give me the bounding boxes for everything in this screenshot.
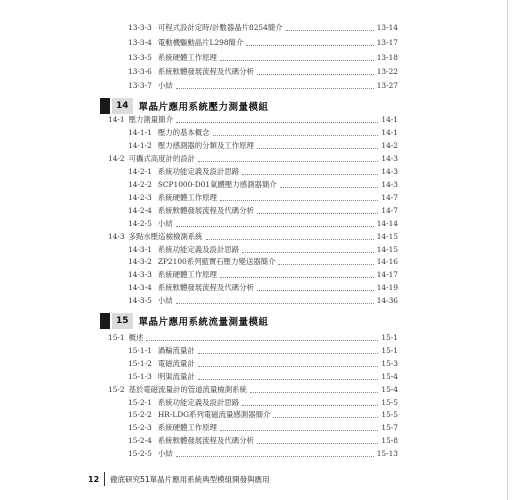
toc-entry[interactable] [128, 371, 398, 383]
chapter-marker [100, 313, 110, 329]
toc-entry[interactable] [128, 140, 398, 152]
entry-title: 壓力測量簡介 [128, 115, 173, 124]
entry-title: 系統硬體工作原理 [157, 53, 217, 62]
entry-number: 14-2-4 [128, 205, 152, 215]
toc-entry[interactable] [128, 397, 398, 409]
dot-leader [176, 302, 374, 304]
entry-number: 15-1-1 [128, 345, 152, 355]
toc-entry[interactable] [128, 205, 398, 217]
entry-title: 系統功能定義及設計思路 [157, 244, 240, 254]
entry-title: 概述 [128, 333, 144, 342]
toc-section-entry[interactable] [108, 114, 398, 126]
entry-title: HR-LDG系列電磁流量感測器簡介 [157, 410, 271, 420]
entry-page: 15-3 [381, 358, 398, 368]
dot-leader [176, 455, 374, 457]
toc-section-entry[interactable] [108, 231, 398, 243]
chapter-number: 15 [112, 313, 133, 329]
entry-page: 15-5 [381, 410, 398, 420]
toc-entry[interactable] [128, 295, 398, 307]
toc-entry[interactable] [128, 282, 398, 294]
entry-page: 15-1 [381, 345, 398, 355]
entry-title: 電磁流量計 [157, 358, 195, 368]
dot-leader [250, 391, 379, 393]
toc-entry[interactable] [128, 358, 398, 370]
dot-leader [273, 416, 378, 418]
toc-entry[interactable] [128, 422, 398, 434]
dot-leader [257, 212, 378, 214]
toc-entry[interactable] [128, 66, 398, 78]
entry-title: 系統軟體發展流程及代碼分析 [157, 67, 254, 76]
toc-entry[interactable] [128, 244, 398, 256]
entry-page: 14-7 [381, 205, 398, 215]
dot-leader [246, 44, 373, 46]
entry-number: 14-3-5 [128, 296, 152, 306]
dot-leader [242, 173, 378, 175]
entry-number: 14-2-5 [128, 218, 152, 228]
entry-page: 15-13 [376, 449, 398, 459]
entry-number: 14-2-3 [128, 192, 152, 202]
toc-entry[interactable] [128, 409, 398, 421]
entry-title: 系統功能定義及設計思路 [157, 397, 240, 407]
entry-title: 渦輪流量計 [157, 345, 195, 355]
entry-number: 13-3-5 [128, 53, 152, 62]
dot-leader [220, 59, 374, 61]
entry-number: 14-1 [108, 115, 125, 124]
dot-leader [220, 276, 374, 278]
entry-number: 14-3-1 [128, 244, 152, 254]
entry-title: SCP1000-D01氣體壓力感測器簡介 [157, 179, 277, 189]
entry-page: 15-5 [381, 397, 398, 407]
entry-page: 13-18 [376, 53, 398, 62]
entry-number: 15-1 [108, 333, 125, 342]
entry-page: 14-15 [376, 231, 398, 241]
toc-entry[interactable] [128, 256, 398, 268]
chapter-heading-15[interactable] [100, 313, 269, 329]
toc-entry[interactable] [128, 22, 398, 34]
toc-entry[interactable] [128, 166, 398, 178]
chapter-number: 14 [112, 98, 133, 114]
entry-number: 14-3-3 [128, 270, 152, 280]
toc-entry[interactable] [128, 37, 398, 49]
toc-entry[interactable] [128, 448, 398, 460]
dot-leader [213, 134, 379, 136]
dot-leader [278, 263, 373, 265]
entry-title: 系統硬體工作原理 [157, 423, 217, 433]
entry-number: 14-2-1 [128, 166, 152, 176]
chapter-title: 單晶片應用系統流量測量模組 [138, 317, 269, 328]
entry-number: 15-2-2 [128, 410, 152, 420]
dot-leader [176, 121, 378, 123]
entry-title: 壓力感測器的分類及工作原理 [157, 140, 254, 150]
dot-leader [146, 339, 378, 341]
entry-page: 13-27 [376, 81, 398, 90]
toc-entry[interactable] [128, 435, 398, 447]
entry-title: 小結 [157, 81, 173, 90]
entry-page: 14-1 [381, 115, 398, 124]
entry-title: 系統功能定義及設計思路 [157, 166, 240, 176]
entry-number: 14-3-4 [128, 283, 152, 293]
toc-section-entry[interactable] [108, 153, 398, 165]
entry-page: 14-3 [381, 166, 398, 176]
dot-leader [257, 147, 378, 149]
entry-page: 14-14 [376, 218, 398, 228]
entry-page: 14-17 [376, 270, 398, 280]
entry-page: 13-22 [376, 67, 398, 76]
entry-number: 14-2-2 [128, 179, 152, 189]
page-edge [507, 0, 508, 500]
entry-number: 15-2-1 [128, 397, 152, 407]
chapter-title: 單晶片應用系統壓力測量模組 [138, 102, 269, 113]
toc-section-entry[interactable] [108, 332, 398, 344]
dot-leader [176, 225, 374, 227]
dot-leader [206, 238, 374, 240]
entry-title: 多點水壓巡檢檢測系統 [128, 231, 203, 241]
entry-page: 15-1 [381, 333, 398, 342]
dot-leader [198, 378, 379, 380]
entry-page: 14-3 [381, 179, 398, 189]
dot-leader [198, 352, 379, 354]
entry-number: 15-2 [108, 384, 125, 394]
entry-title: 小結 [157, 218, 173, 228]
dot-leader [220, 199, 378, 201]
dot-leader [257, 289, 374, 291]
entry-number: 15-1-2 [128, 358, 152, 368]
entry-number: 15-1-3 [128, 371, 152, 381]
entry-number: 13-3-4 [128, 38, 152, 47]
dot-leader [198, 365, 379, 367]
entry-page: 14-2 [381, 140, 398, 150]
toc-entry[interactable] [128, 345, 398, 357]
entry-page: 14-1 [381, 127, 398, 137]
entry-number: 14-3 [108, 231, 125, 241]
entry-title: 系統硬體工作原理 [157, 192, 217, 202]
entry-title: ZP2100系列藍寶石壓力變送器簡介 [157, 257, 276, 267]
entry-title: 小結 [157, 449, 173, 459]
entry-title: 基於電磁流量計的管道流量檢測系統 [128, 384, 247, 394]
page-number: 12 [88, 474, 100, 484]
toc-entry[interactable] [128, 52, 398, 64]
dot-leader [242, 404, 378, 406]
entry-number: 14-1-1 [128, 127, 152, 137]
entry-number: 14-2 [108, 153, 125, 163]
dot-leader [176, 87, 374, 89]
entry-page: 15-4 [381, 371, 398, 381]
toc-entry[interactable] [128, 127, 398, 139]
entry-number: 14-1-2 [128, 140, 152, 150]
entry-title: 可程式設計定時/計數器晶片8254簡介 [157, 23, 283, 32]
entry-page: 14-19 [376, 283, 398, 293]
entry-page: 14-36 [376, 296, 398, 306]
dot-leader [280, 186, 379, 188]
entry-page: 15-4 [381, 384, 398, 394]
dot-leader [242, 251, 374, 253]
entry-number: 15-2-3 [128, 423, 152, 433]
entry-page: 14-15 [376, 244, 398, 254]
entry-title: 系統軟體發展流程及代碼分析 [157, 205, 254, 215]
entry-page: 13-17 [376, 38, 398, 47]
entry-number: 13-3-3 [128, 23, 152, 32]
toc-entry[interactable] [128, 179, 398, 191]
toc-entry[interactable] [128, 80, 398, 92]
dot-leader [286, 29, 374, 31]
dot-leader [198, 160, 378, 162]
entry-title: 明渠流量計 [157, 371, 195, 381]
entry-page: 15-7 [381, 423, 398, 433]
dot-leader [220, 429, 378, 431]
entry-title: 電動機驅動晶片L298簡介 [157, 38, 244, 47]
entry-number: 13-3-7 [128, 81, 152, 90]
entry-number: 13-3-6 [128, 67, 152, 76]
toc-entry[interactable] [128, 192, 398, 204]
entry-title: 系統硬體工作原理 [157, 270, 217, 280]
entry-title: 系統軟體發展流程及代碼分析 [157, 436, 254, 446]
entry-title: 壓力的基本概念 [157, 127, 210, 137]
toc-section-entry[interactable] [108, 384, 398, 396]
entry-page: 14-3 [381, 153, 398, 163]
entry-title: 小結 [157, 296, 173, 306]
dot-leader [257, 73, 374, 75]
entry-title: 可攜式高度計的設計 [128, 153, 196, 163]
entry-page: 15-8 [381, 436, 398, 446]
entry-number: 15-2-4 [128, 436, 152, 446]
page-footer [88, 472, 270, 486]
footer-divider [104, 472, 105, 486]
entry-number: 14-3-2 [128, 257, 152, 267]
entry-page: 13-14 [376, 23, 398, 32]
book-title: 徹底研究51單晶片應用系統典型模組開發與應用 [110, 474, 270, 484]
toc-entry[interactable] [128, 269, 398, 281]
toc-entry[interactable] [128, 218, 398, 230]
entry-page: 14-16 [376, 257, 398, 267]
chapter-heading-14[interactable] [100, 98, 269, 114]
chapter-marker [100, 98, 110, 114]
dot-leader [257, 442, 378, 444]
entry-page: 14-7 [381, 192, 398, 202]
entry-number: 15-2-5 [128, 449, 152, 459]
entry-title: 系統軟體發展流程及代碼分析 [157, 283, 254, 293]
